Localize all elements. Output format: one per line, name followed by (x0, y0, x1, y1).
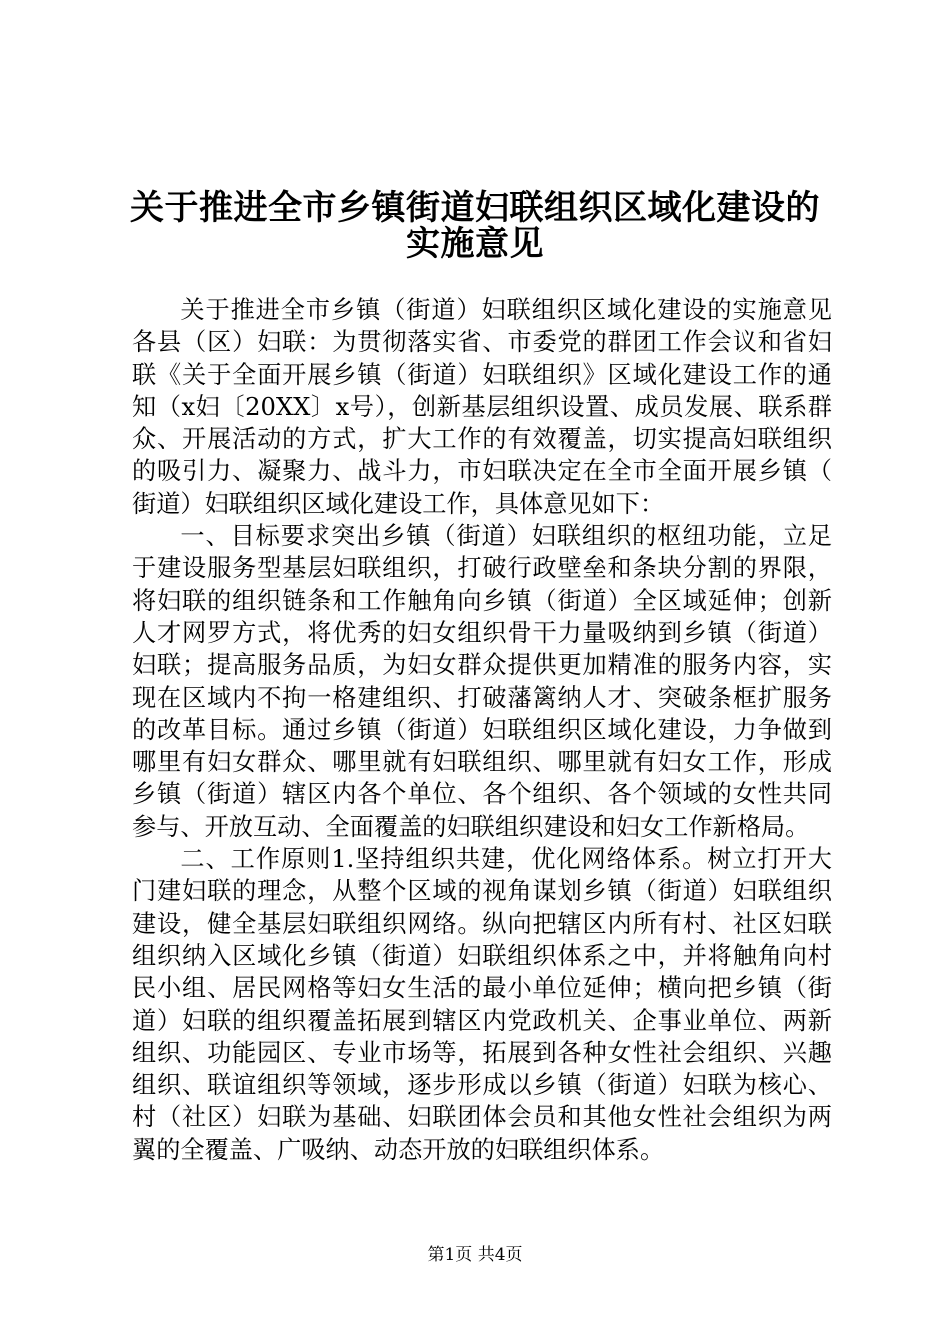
document-body (132, 294, 832, 1166)
document-title: 关于推进全市乡镇街道妇联组织区域化建设的 (130, 188, 820, 228)
paragraph-intro: 关于推进全市乡镇（街道）妇联组织区域化建设的实施意见各县（区）妇联：为贯彻落实省、市委党的群团工作会议和省妇联《关于全面开展乡镇（街道）妇联组织》区域化建设工作的通知（x妇〔20XX〕x号），创新基层组织设置、成员发展、联系群众、开展活动的方式，扩大工作的有效覆盖，切实提高妇联组织的吸引力、凝聚力、战斗力，市妇联决定在全市全面开展乡镇（街道）妇联组织区域化建设工作，具体意见如下： (132, 296, 832, 518)
page-number-footer: 第1页 共4页 (427, 1245, 523, 1265)
paragraph-principles: 二、工作原则1.坚持组织共建，优化网络体系。树立打开大门建妇联的理念，从整个区域的视角谋划乡镇（街道）妇联组织建设，健全基层妇联组织网络。纵向把辖区内所有村、社区妇联组织纳入区域化乡镇（街道）妇联组织体系之中，并将触角向村民小组、居民网格等妇女生活的最小单位延伸；横向把乡镇（街道）妇联的组织覆盖拓展到辖区内党政机关、企事业单位、两新组织、功能园区、专业市场等，拓展到各种女性社会组织、兴趣组织、联谊组织等领域，逐步形成以乡镇（街道）妇联为核心、村（社区）妇联为基础、妇联团体会员和其他女性社会组织为两翼的全覆盖、广吸纳、动态开放的妇联组织体系。 (132, 845, 832, 1164)
document-title-continued: 实施意见 (406, 224, 544, 264)
paragraph-goals: 一、目标要求突出乡镇（街道）妇联组织的枢纽功能，立足于建设服务型基层妇联组织，打破行政壁垒和条块分割的界限，将妇联的组织链条和工作触角向乡镇（街道）全区域延伸；创新人才网罗方式，将优秀的妇女组织骨干力量吸纳到乡镇（街道）妇联；提高服务品质，为妇女群众提供更加精准的服务内容，实现在区域内不拘一格建组织、打破藩篱纳人才、突破条框扩服务的改革目标。通过乡镇（街道）妇联组织区域化建设，力争做到哪里有妇女群众、哪里就有妇联组织、哪里就有妇女工作，形成乡镇（街道）辖区内各个单位、各个组织、各个领域的女性共同参与、开放互动、全面覆盖的妇联组织建设和妇女工作新格局。 (132, 522, 832, 841)
